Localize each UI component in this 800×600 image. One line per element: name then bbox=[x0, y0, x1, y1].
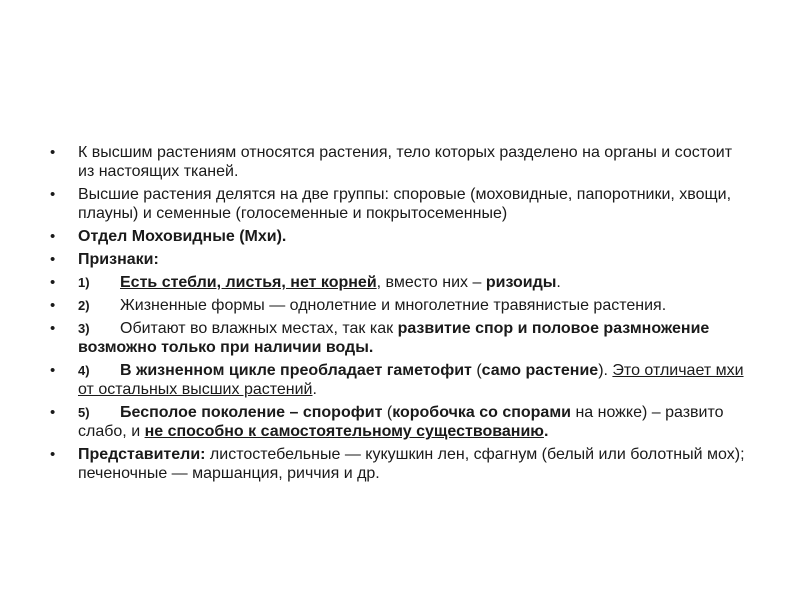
item-number: 5) bbox=[78, 405, 90, 420]
item-number: 2) bbox=[78, 298, 90, 313]
item-number: 1) bbox=[78, 275, 90, 290]
list-item bbox=[50, 250, 750, 269]
list-item: • К высшим растениям относятся растения, тело которых разделено на органы и состоит из настоящих тканей. bbox=[50, 143, 750, 181]
list-item: • 1) Есть стебли, листья, нет корней, вместо них – ризоиды. bbox=[50, 273, 750, 292]
list-item: • Высшие растения делятся на две группы: споровые (моховидные, папоротники, хвощи, плауны) и семенные (голосеменные и покрытосеменные) bbox=[50, 185, 750, 223]
item-number: 3) bbox=[78, 321, 90, 336]
list-item: • 5) Бесполое поколение – спорофит (коробочка со спорами на ножке) – развито слабо, и не способно к самостоятельному существованию. bbox=[50, 403, 750, 441]
list-item: • 3) Обитают во влажных местах, так как развитие спор и половое размножение возможно только при наличии воды. bbox=[50, 319, 750, 357]
features-heading: Признаки: bbox=[78, 251, 159, 268]
bullet-list bbox=[50, 143, 750, 487]
list-item: • Представители: листостебельные — кукушкин лен, сфагнум (белый или болотный мох); печеночные — маршанция, риччия и др. bbox=[50, 445, 750, 483]
section-heading: Отдел Моховидные (Мхи). bbox=[78, 228, 287, 245]
list-item: • 4) В жизненном цикле преобладает гаметофит (само растение). Это отличает мхи от остальных высших растений. bbox=[50, 361, 750, 399]
item-number: 4) bbox=[78, 363, 90, 378]
list-item: • 2) Жизненные формы — однолетние и многолетние травянистые растения. bbox=[50, 296, 750, 315]
list-item bbox=[50, 227, 750, 246]
